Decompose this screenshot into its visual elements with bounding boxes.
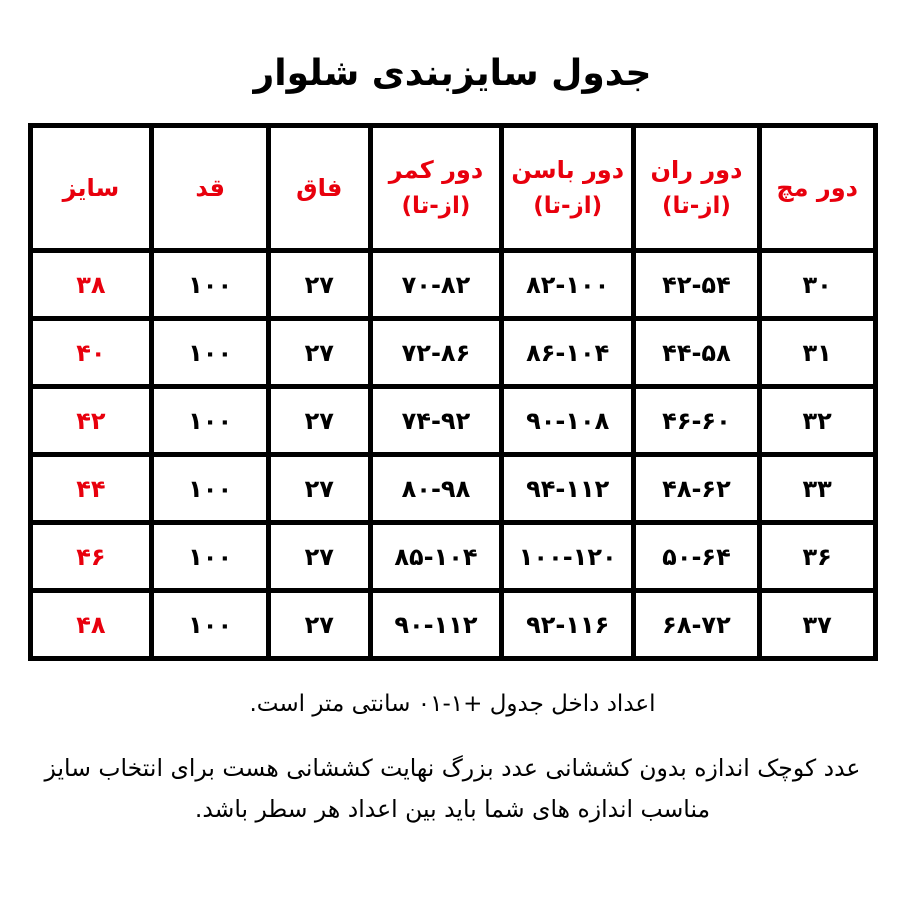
cell-hip: ۹۲-۱۱۶ — [502, 591, 634, 659]
cell-thigh: ۴۶-۶۰ — [634, 387, 760, 455]
column-header-hip-sub: (از-تا) — [533, 192, 603, 219]
column-header-size-label: سایز — [62, 173, 120, 202]
cell-length: ۱۰۰ — [152, 591, 269, 659]
column-header-wrist — [759, 126, 875, 251]
cell-thigh: ۶۸-۷۲ — [634, 591, 760, 659]
cell-hip: ۸۲-۱۰۰ — [502, 251, 634, 319]
column-header-rise-label: فاق — [296, 173, 343, 202]
column-header-waist-sub: (از-تا) — [401, 192, 471, 219]
cell-size: ۴۸ — [30, 591, 152, 659]
size-table-container — [28, 123, 878, 661]
cell-rise: ۲۷ — [268, 523, 370, 591]
cell-waist: ۷۴-۹۲ — [370, 387, 502, 455]
table-header — [30, 126, 875, 251]
cell-size: ۴۴ — [30, 455, 152, 523]
table-header-row — [30, 126, 875, 251]
cell-length: ۱۰۰ — [152, 455, 269, 523]
column-header-size — [30, 126, 152, 251]
cell-thigh: ۴۸-۶۲ — [634, 455, 760, 523]
table-note: اعداد داخل جدول +۱-۰۱ سانتی متر است. — [249, 691, 656, 718]
cell-waist: ۸۵-۱۰۴ — [370, 523, 502, 591]
column-header-waist — [370, 126, 502, 251]
cell-waist: ۹۰-۱۱۲ — [370, 591, 502, 659]
table-row — [30, 251, 875, 319]
cell-hip: ۹۴-۱۱۲ — [502, 455, 634, 523]
column-header-wrist-label: دور مچ — [776, 173, 858, 202]
cell-size: ۴۰ — [30, 319, 152, 387]
cell-hip: ۹۰-۱۰۸ — [502, 387, 634, 455]
cell-wrist: ۳۱ — [759, 319, 875, 387]
cell-length: ۱۰۰ — [152, 319, 269, 387]
column-header-length — [152, 126, 269, 251]
cell-length: ۱۰۰ — [152, 251, 269, 319]
page-title: جدول سایزبندی شلوار — [253, 53, 652, 94]
table-row — [30, 319, 875, 387]
column-header-hip — [502, 126, 634, 251]
cell-length: ۱۰۰ — [152, 387, 269, 455]
cell-wrist: ۳۶ — [759, 523, 875, 591]
cell-length: ۱۰۰ — [152, 523, 269, 591]
cell-rise: ۲۷ — [268, 387, 370, 455]
table-row — [30, 387, 875, 455]
column-header-length-label: قد — [195, 173, 225, 202]
cell-hip: ۱۰۰-۱۲۰ — [502, 523, 634, 591]
cell-hip: ۸۶-۱۰۴ — [502, 319, 634, 387]
table-row — [30, 455, 875, 523]
table-row — [30, 591, 875, 659]
cell-size: ۳۸ — [30, 251, 152, 319]
cell-waist: ۸۰-۹۸ — [370, 455, 502, 523]
cell-wrist: ۳۳ — [759, 455, 875, 523]
sizing-instructions: عدد کوچک اندازه بدون کششانی عدد بزرگ نهایت کششانی هست برای انتخاب سایز مناسب اندازه های شما باید بین اعداد هر سطر باشد. — [44, 753, 861, 823]
cell-rise: ۲۷ — [268, 319, 370, 387]
cell-waist: ۷۲-۸۶ — [370, 319, 502, 387]
size-table — [28, 123, 878, 661]
cell-size: ۴۲ — [30, 387, 152, 455]
column-header-rise — [268, 126, 370, 251]
column-header-thigh-sub: (از-تا) — [661, 192, 731, 219]
cell-rise: ۲۷ — [268, 455, 370, 523]
cell-rise: ۲۷ — [268, 251, 370, 319]
cell-wrist: ۳۲ — [759, 387, 875, 455]
cell-size: ۴۶ — [30, 523, 152, 591]
column-header-thigh — [634, 126, 760, 251]
table-body — [30, 251, 875, 659]
cell-rise: ۲۷ — [268, 591, 370, 659]
column-header-thigh-label: دور ران — [650, 155, 743, 184]
column-header-hip-label: دور باسن — [511, 155, 625, 184]
cell-thigh: ۵۰-۶۴ — [634, 523, 760, 591]
column-header-waist-label: دور کمر — [388, 155, 484, 184]
cell-thigh: ۴۲-۵۴ — [634, 251, 760, 319]
table-row — [30, 523, 875, 591]
cell-thigh: ۴۴-۵۸ — [634, 319, 760, 387]
cell-wrist: ۳۰ — [759, 251, 875, 319]
cell-waist: ۷۰-۸۲ — [370, 251, 502, 319]
cell-wrist: ۳۷ — [759, 591, 875, 659]
